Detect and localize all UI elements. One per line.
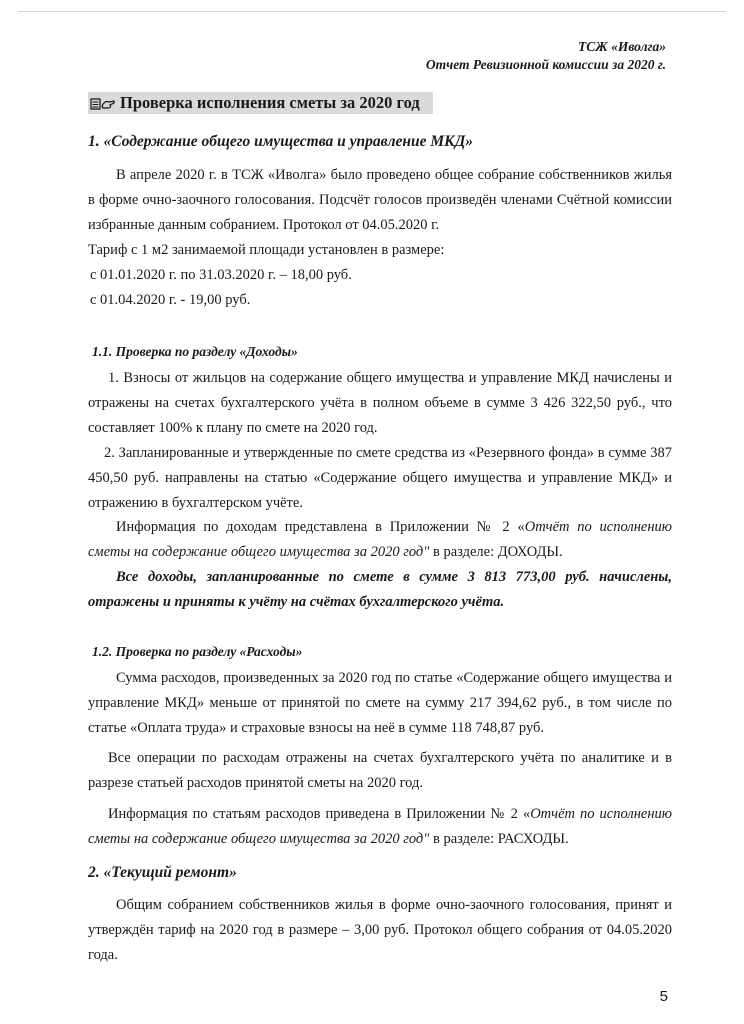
s12-para-1: Сумма расходов, произведенных за 2020 год по статье «Содержание общего имущества и управление МКД» меньше от принятой по смете на сумму 217 394,62 руб., в том числе по статье «Оплата труда» и страховые взносы на неё в сумме 118 748,87 руб.	[88, 670, 672, 736]
s11-para-1: 1. Взносы от жильцов на содержание общего имущества и управление МКД начислены и отражены на счетах бухгалтерского учёта в полном объеме в сумме 3 426 322,50 руб., что составляет 100% к плану по смете на 2020 год.	[88, 370, 672, 436]
s12-info-post: в разделе: РАСХОДЫ.	[429, 831, 569, 847]
section-title-text: Проверка исполнения сметы за 2020 год	[120, 93, 420, 112]
top-divider	[18, 11, 726, 12]
header-org: ТСЖ «Иволга»	[578, 39, 666, 54]
header-report: Отчет Ревизионной комиссии за 2020 г.	[425, 57, 666, 72]
s11-summary: Все доходы, запланированные по смете в сумме 3 813 773,00 руб. начислены, отражены и приняты к учёту на счётах бухгалтерского учёта.	[88, 569, 672, 610]
heading-1-2: 1.2. Проверка по разделу «Расходы»	[92, 644, 303, 659]
page-number: 5	[659, 988, 668, 1005]
s12-info-pre: Информация по статьям расходов приведена в Приложении № 2 «	[108, 806, 531, 822]
s1-intro: В апреле 2020 г. в ТСЖ «Иволга» было проведено общее собрание собственников жилья в форме очно-заочного голосования. Подсчёт голосов произведён членами Счётной комиссии избранные данным собранием. Протокол от 04.05.2020 г.	[88, 167, 672, 233]
s1-tariff-1: с 01.01.2020 г. по 31.03.2020 г. – 18,00 руб.	[90, 267, 352, 283]
heading-2: 2. «Текущий ремонт»	[88, 864, 237, 881]
s1-tariff: Тариф с 1 м2 занимаемой площади установлен в размере:	[88, 242, 445, 258]
s12-info	[88, 802, 672, 852]
section-title	[88, 92, 433, 114]
heading-1: 1. «Содержание общего имущества и управление МКД»	[88, 133, 474, 150]
s12-info-appendix: Отчёт по исполнению сметы на содержание общего имущества за 2020 год"	[88, 806, 672, 847]
s11-info-post: в разделе: ДОХОДЫ.	[429, 544, 563, 560]
s1-tariff-2: с 01.04.2020 г. - 19,00 руб.	[90, 292, 251, 308]
s12-para-2: Все операции по расходам отражены на счетах бухгалтерского учёта по аналитике и в разрезе статьей расходов принятой сметы на 2020 год.	[88, 750, 672, 791]
s11-info-pre: Информация по доходам представлена в Приложении № 2 «	[116, 519, 525, 535]
document-hand-icon	[88, 92, 120, 114]
s2-para-1: Общим собранием собственников жилья в форме очно-заочного голосования, принят и утверждён тариф на 2020 год в размере – 3,00 руб. Протокол общего собрания от 04.05.2020 года.	[88, 897, 672, 963]
s11-info	[88, 515, 672, 565]
s11-info-appendix: Отчёт по исполнению сметы на содержание общего имущества за 2020 год"	[88, 519, 672, 560]
page-header	[426, 38, 666, 74]
s11-para-2: 2. Запланированные и утвержденные по смете средства из «Резервного фонда» в сумме 387 450,50 руб. направлены на статью «Содержание общего имущества и управление МКД» и отражению в бухгалтерском учёте.	[88, 445, 672, 511]
heading-1-1: 1.1. Проверка по разделу «Доходы»	[92, 344, 298, 359]
